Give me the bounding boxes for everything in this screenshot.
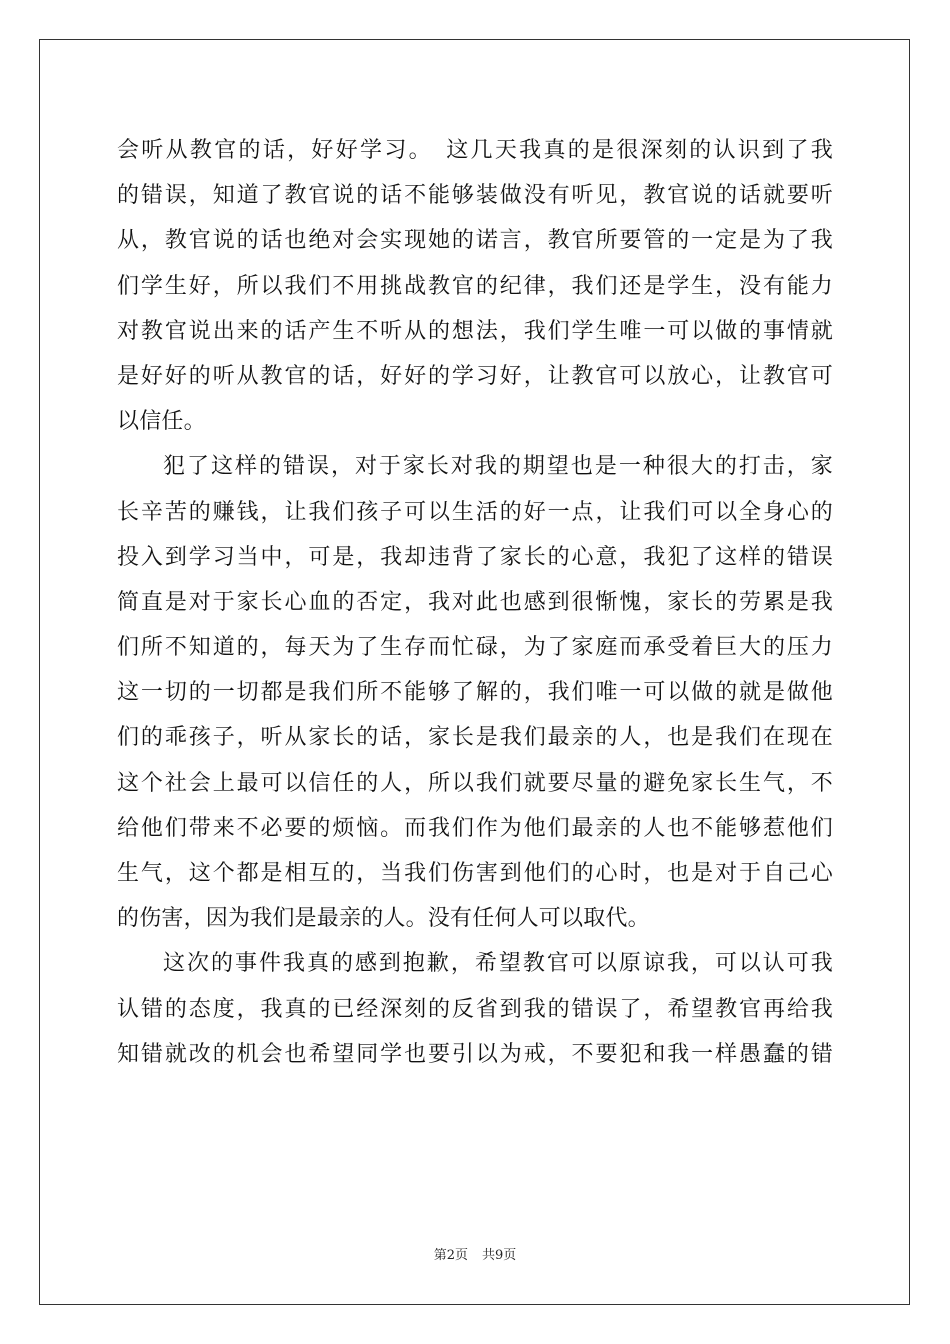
text-line: 这一切的一切都是我们所不能够了解的，我们唯一可以做的就是做他 (117, 680, 833, 706)
text-line: 知错就改的机会也希望同学也要引以为戒，不要犯和我一样愚蠢的错 (117, 1041, 833, 1067)
page-total: 共9页 (482, 1248, 517, 1263)
text-line: 是好好的听从教官的话，好好的学习好，让教官可以放心，让教官可 (117, 363, 833, 389)
text-line: 投入到学习当中，可是，我却违背了家长的心意，我犯了这样的错误 (117, 544, 833, 570)
text-line: 生气，这个都是相互的，当我们伤害到他们的心时，也是对于自己心 (117, 861, 833, 886)
text-line: 的伤害，因为我们是最亲的人。没有任何人可以取代。 (117, 906, 650, 932)
text-line: 会听从教官的话，好好学习。 这几天我真的是很深刻的认识到了我 (117, 138, 833, 163)
text-line: 们学生好，所以我们不用挑战教官的纪律，我们还是学生，没有能力 (117, 273, 833, 299)
text-line: 们所不知道的，每天为了生存而忙碌，为了家庭而承受着巨大的压力 (117, 635, 833, 661)
document-body (117, 128, 833, 1077)
paragraph-start-line: 这次的事件我真的感到抱歉，希望教官可以原谅我，可以认可我 (163, 951, 833, 977)
text-line: 认错的态度，我真的已经深刻的反省到我的错误了，希望教官再给我 (117, 996, 833, 1022)
text-line: 从，教官说的话也绝对会实现她的诺言，教官所要管的一定是为了我 (117, 228, 833, 254)
text-line: 这个社会上最可以信任的人，所以我们就要尽量的避免家长生气，不 (117, 770, 833, 796)
text-line: 对教官说出来的话产生不听从的想法，我们学生唯一可以做的事情就 (117, 318, 833, 344)
text-line: 们的乖孩子，听从家长的话，家长是我们最亲的人，也是我们在现在 (117, 725, 833, 751)
text-line: 简直是对于家长心血的否定，我对此也感到很惭愧，家长的劳累是我 (117, 589, 833, 615)
text-line: 以信任。 (117, 409, 206, 435)
page-footer (0, 1244, 950, 1263)
paragraph-start-line: 犯了这样的错误，对于家长对我的期望也是一种很大的打击，家 (163, 454, 833, 480)
text-line: 给他们带来不必要的烦恼。而我们作为他们最亲的人也不能够惹他们 (117, 815, 833, 841)
page-number: 第2页 (433, 1248, 468, 1263)
text-line: 的错误，知道了教官说的话不能够装做没有听见，教官说的话就要听 (117, 183, 833, 209)
text-line: 长辛苦的赚钱，让我们孩子可以生活的好一点，让我们可以全身心的 (117, 499, 833, 525)
